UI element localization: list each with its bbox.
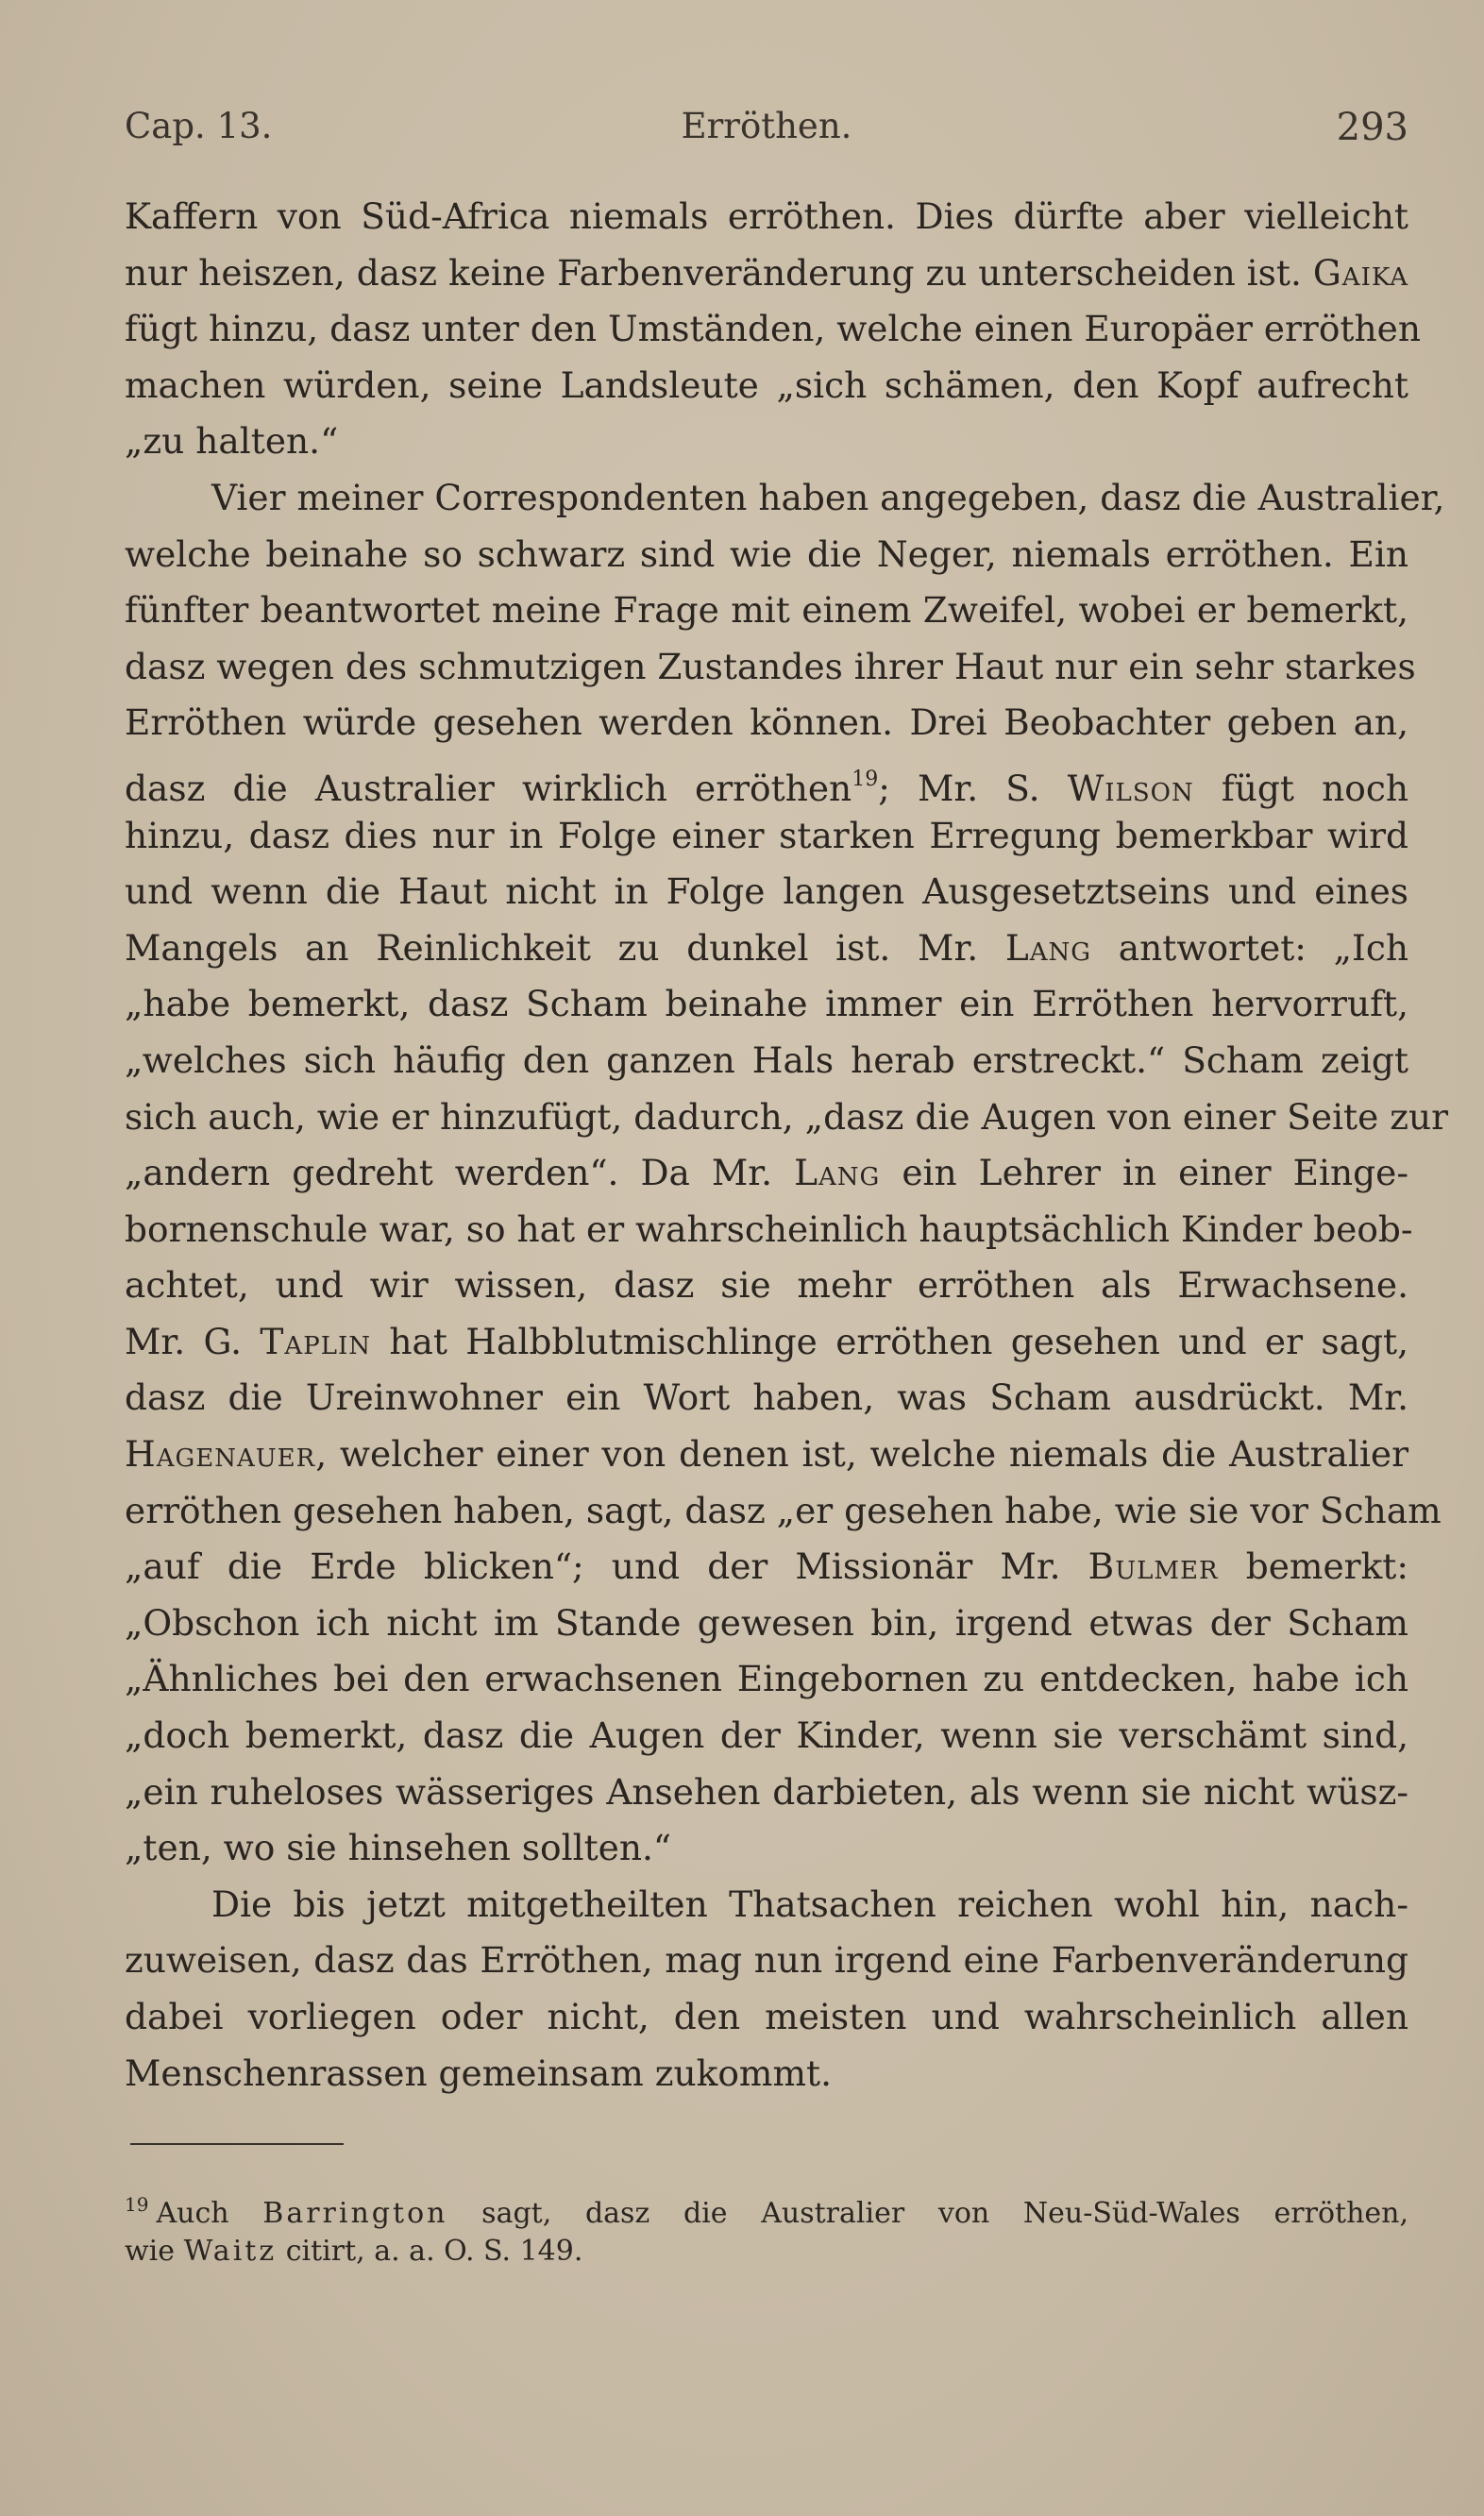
text-line: und wenn die Haut nicht in Folge langen Ausgesetztseins und eines <box>125 870 1408 913</box>
running-header <box>125 106 1408 162</box>
name-wilson: Wilson <box>1067 767 1194 809</box>
name-bulmer: Bulmer <box>1088 1545 1219 1588</box>
text-line: „doch bemerkt, dasz die Augen der Kinder, wenn sie verschämt sind, <box>125 1714 1408 1757</box>
footnote-ref: 19 <box>852 767 879 791</box>
footnote-mark: 19 <box>125 2193 149 2216</box>
text-line: Erröthen würde gesehen werden können. Drei Beobachter geben an, <box>125 701 1408 744</box>
text-line: dasz die Australier wirklich erröthen$^{19}$; Mr. S. Wilson fügt noch <box>125 767 1409 809</box>
text-line: Vier meiner Correspondenten haben angegeben, dasz die Australier, <box>211 476 1445 518</box>
text-line: „ten, wo sie hinsehen sollten.“ <box>125 1827 672 1869</box>
text-line: „habe bemerkt, dasz Scham beinahe immer ein Erröthen hervorruft, <box>125 983 1408 1025</box>
text-line: Menschenrassen gemeinsam zukommt. <box>125 2052 833 2094</box>
text-line: dabei vorliegen oder nicht, den meisten und wahrscheinlich allen <box>125 1996 1408 2037</box>
text-line: machen würden, seine Landsleute „sich schämen, den Kopf aufrecht <box>125 363 1408 406</box>
text-line: „andern gedreht werden“. Da Mr. Lang ein Lehrer in einer Einge- <box>125 1152 1409 1194</box>
text-line: dasz die Ureinwohner ein Wort haben, was Scham ausdrückt. Mr. <box>125 1376 1408 1419</box>
footnote-line: $^{19}$ Auch Barrington sagt, dasz die Australier von Neu-Süd-Wales erröthen, <box>125 2193 1408 2230</box>
text-line: dasz wegen des schmutzigen Zustandes ihrer Haut nur ein sehr starkes <box>125 645 1416 687</box>
text-line: „Obschon ich nicht im Stande gewesen bin, irgend etwas der Scham <box>125 1601 1408 1644</box>
page-number: 293 <box>1336 106 1408 149</box>
name-taplin: Taplin <box>260 1320 371 1362</box>
text-line: Mangels an Reinlichkeit zu dunkel ist. Mr. Lang antwortet: „Ich <box>125 926 1409 969</box>
text-line: zuweisen, dasz das Erröthen, mag nun irgend eine Farbenveränderung <box>125 1939 1408 1982</box>
name-gaika: Gaika <box>1312 251 1408 294</box>
name-lang: Lang <box>1004 926 1092 969</box>
name-barrington: Barrington <box>262 2197 448 2230</box>
name-waitz: Waitz <box>183 2235 278 2268</box>
text-line: „zu halten.“ <box>125 420 339 463</box>
footnote-line: wie Waitz citirt, a. a. O. S. 149. <box>125 2235 583 2268</box>
text-line: „auf die Erde blicken“; und der Missionär Mr. Bulmer bemerkt: <box>125 1545 1408 1588</box>
text-line: bornenschule war, so hat er wahrscheinlich hauptsächlich Kinder beob- <box>125 1207 1413 1250</box>
text-line: sich auch, wie er hinzufügt, dadurch, „dasz die Augen von einer Seite zur <box>125 1095 1449 1138</box>
text-line: Die bis jetzt mitgetheilten Thatsachen reichen wohl hin, nach- <box>211 1883 1408 1925</box>
body-text <box>125 189 1449 2102</box>
text-line: hinzu, dasz dies nur in Folge einer starken Erregung bemerkbar wird <box>125 814 1408 856</box>
text-line: fünfter beantwortet meine Frage mit einem Zweifel, wobei er bemerkt, <box>125 589 1408 632</box>
chapter-label: Cap. 13. <box>125 106 273 146</box>
text-line: achtet, und wir wissen, dasz sie mehr erröthen als Erwachsene. <box>125 1264 1408 1307</box>
text-line: Kaffern von Süd-Africa niemals erröthen. Dies dürfte aber vielleicht <box>125 195 1408 237</box>
text-line: Hagenauer, welcher einer von denen ist, welche niemals die Australier <box>125 1433 1408 1476</box>
text-line: „ein ruheloses wässeriges Ansehen darbieten, als wenn sie nicht wüsz- <box>125 1770 1408 1813</box>
text-line: nur heiszen, dasz keine Farbenveränderung zu unterscheiden ist. Gaika <box>125 251 1408 294</box>
footnote-divider <box>130 2143 344 2145</box>
name-hagenauer: Hagenauer <box>125 1433 316 1476</box>
running-title: Erröthen. <box>681 106 852 146</box>
text-line: Mr. G. Taplin hat Halbblutmischlinge erröthen gesehen und er sagt, <box>125 1320 1409 1362</box>
text-line: welche beinahe so schwarz sind wie die Neger, niemals erröthen. Ein <box>125 532 1408 575</box>
text-line: fügt hinzu, dasz unter den Umständen, welche einen Europäer erröthen <box>125 308 1421 350</box>
name-lang: Lang <box>794 1152 881 1194</box>
text-line: „Ähnliches bei den erwachsenen Eingebornen zu entdecken, habe ich <box>125 1658 1408 1700</box>
text-line: „welches sich häufig den ganzen Hals herab erstreckt.“ Scham zeigt <box>125 1038 1408 1081</box>
footnote <box>125 2181 1408 2275</box>
text-line: erröthen gesehen haben, sagt, dasz „er gesehen habe, wie sie vor Scham <box>125 1489 1442 1531</box>
